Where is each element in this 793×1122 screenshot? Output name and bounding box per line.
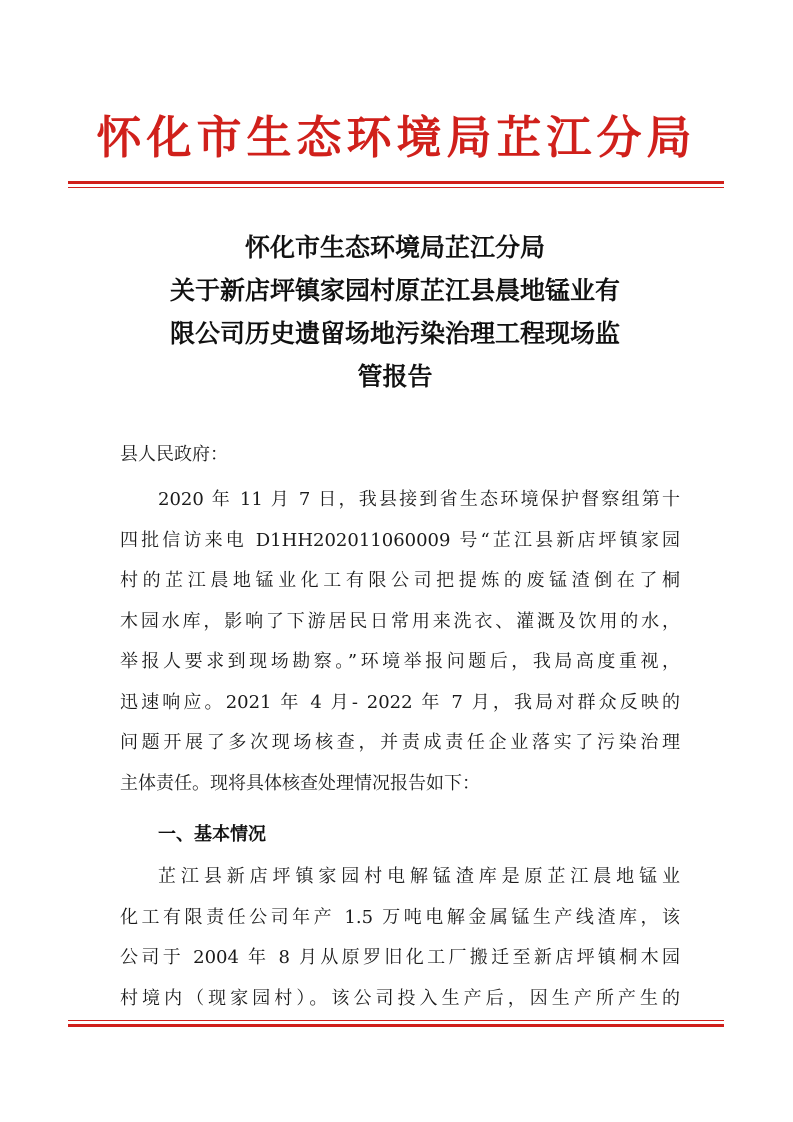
document-title bbox=[90, 226, 700, 398]
addressee: 县人民政府： bbox=[120, 444, 228, 465]
title-line: 管报告 bbox=[357, 362, 433, 391]
paragraph-line: 主体责任。现将具体核查处理情况报告如下： bbox=[120, 772, 480, 794]
paragraph-line: 问题开展了多次现场核查，并责成责任企业落实了污染治理 bbox=[120, 732, 680, 753]
paragraph-line: 村的芷江晨地锰业化工有限公司把提炼的废锰渣倒在了桐 bbox=[120, 570, 680, 591]
section-heading: 一、基本情况 bbox=[158, 824, 266, 845]
paragraph-line: 举报人要求到现场勘察。”环境举报问题后，我局高度重视， bbox=[120, 651, 680, 672]
paragraph-line: 四批信访来电 D1HH202011060009 号“芷江县新店坪镇家园 bbox=[120, 529, 680, 551]
paragraph-basic-info bbox=[120, 857, 680, 1019]
paragraph-line: 化工有限责任公司年产 1.5 万吨电解金属锰生产线渣库，该 bbox=[120, 906, 680, 928]
paragraph-line: 迅速响应。2021 年 4 月- 2022 年 7 月，我局对群众反映的 bbox=[120, 691, 680, 713]
letterhead-rule-thick bbox=[68, 181, 724, 184]
paragraph-line: 公司于 2004 年 8 月从原罗旧化工厂搬迁至新店坪镇桐木园 bbox=[120, 947, 680, 968]
footer-rule-thin bbox=[68, 1020, 724, 1021]
paragraph-line: 2020 年 11 月 7 日，我县接到省生态环境保护督察组第十 bbox=[158, 489, 680, 510]
paragraph-line: 芷江县新店坪镇家园村电解锰渣库是原芷江晨地锰业 bbox=[158, 866, 680, 887]
paragraph-intro bbox=[120, 480, 680, 804]
paragraph-line: 木园水库，影响了下游居民日常用来洗衣、灌溉及饮用的水， bbox=[120, 610, 680, 632]
title-line: 怀化市生态环境局芷江分局 bbox=[244, 233, 545, 262]
letterhead-rule-thin bbox=[68, 187, 724, 188]
footer-rule-thick bbox=[68, 1024, 724, 1027]
agency-letterhead: 怀化市生态环境局芷江分局 bbox=[96, 111, 697, 164]
paragraph-line: 村境内（现家园村）。该公司投入生产后，因生产所产生的 bbox=[120, 987, 680, 1009]
title-line: 关于新店坪镇家园村原芷江县晨地锰业有 bbox=[169, 276, 620, 305]
title-line: 限公司历史遗留场地污染治理工程现场监 bbox=[169, 319, 620, 348]
